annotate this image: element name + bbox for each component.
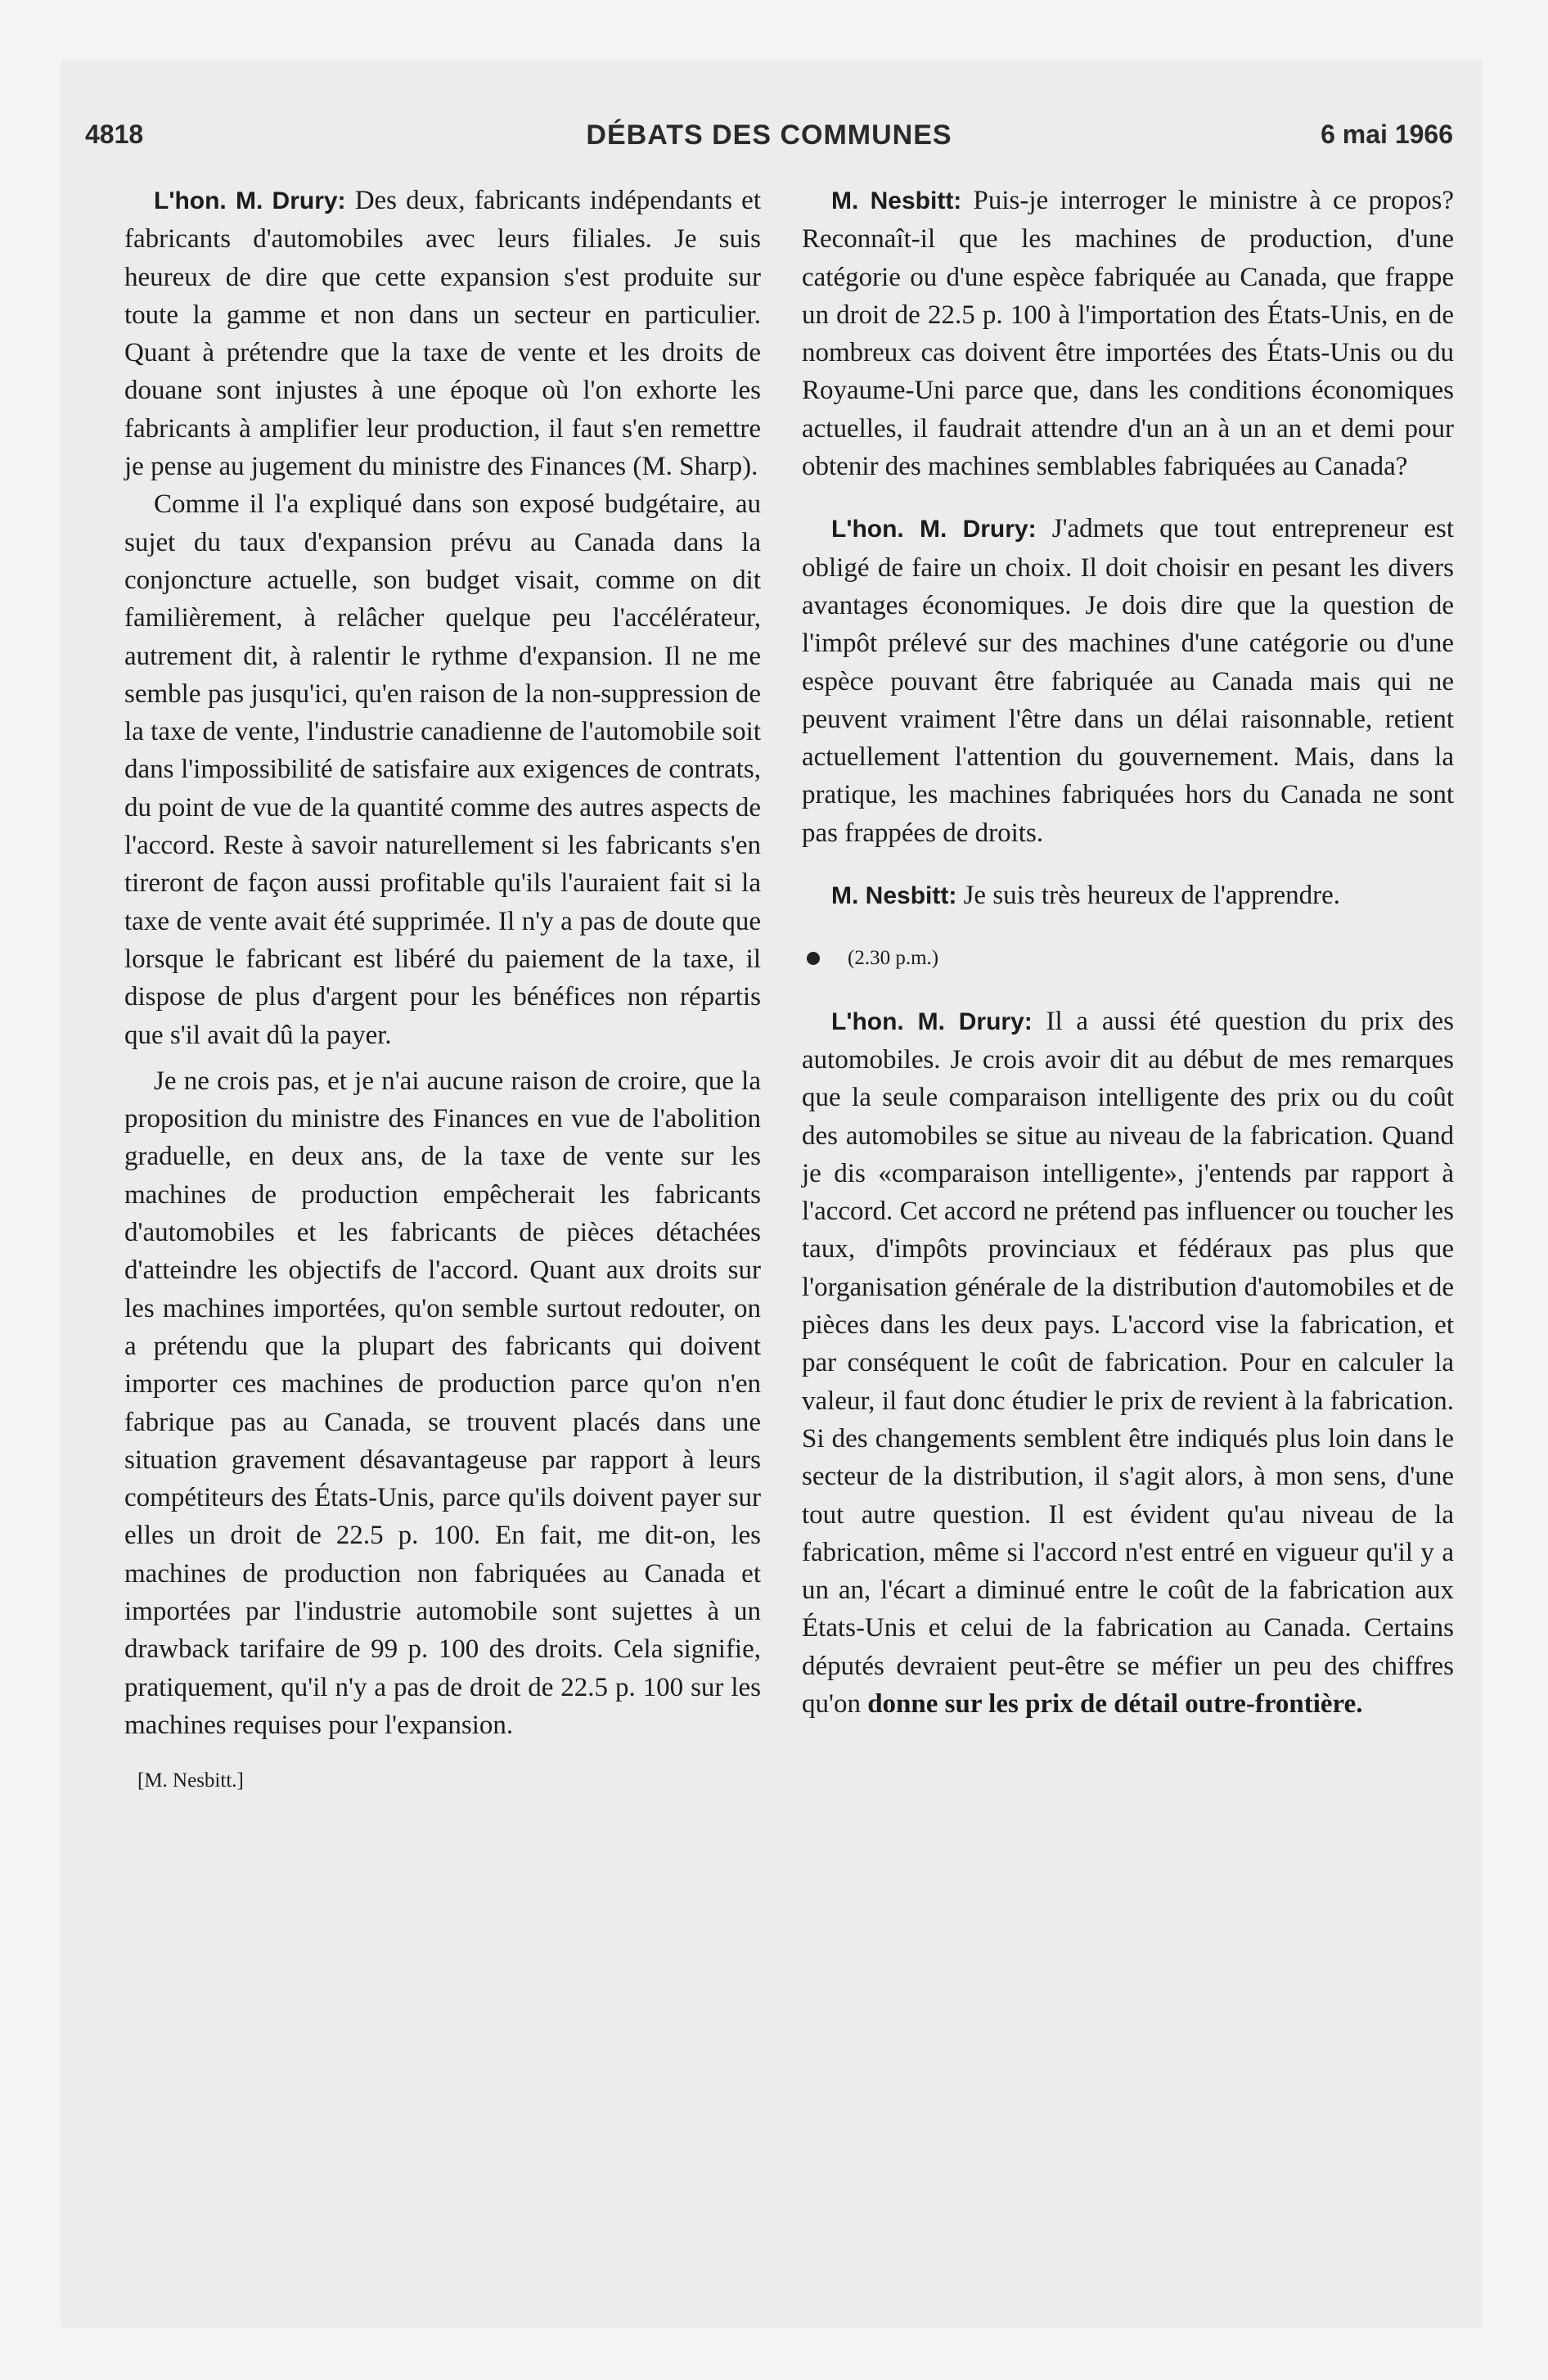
page-header [85,119,1453,159]
speaker-name: M. Nesbitt: [831,187,962,214]
speaker-name: M. Nesbitt: [831,882,957,910]
paragraph-nesbitt-1 [802,182,1454,485]
speaker-name: L'hon. M. Drury: [831,516,1037,543]
paragraph-drury-4 [802,510,1454,852]
bullet-icon [807,952,820,965]
paragraph-text: Je suis très heureux de l'apprendre. [956,881,1341,911]
paragraph-drury-1 [124,182,761,485]
page-number: 4818 [85,119,144,149]
paragraph-text: Des deux, fabricants indépendants et fabricants d'automobiles avec leurs filiales. Je suis heureux de dire que cette expansion s'est produite sur toute la gamme et non dans un secteur en particulier. Quant à prétendre que la taxe de vente et les droits de douane sont injustes à une époque où l'on exhorte les fabricants à amplifier leur production, il faut s'en remettre je pense au jugement du ministre des Finances (M. Sharp). [124,186,761,482]
time-text: (2.30 p.m.) [848,947,939,970]
speaker-signature: [M. Nesbitt.] [137,1769,244,1792]
paragraph-text: Il a aussi été question du prix des automobiles. Je crois avoir dit au début de mes remarques que la seule comparaison intelligente des prix ou du coût des automobiles se situe au niveau de la fabrication. Quand je dis «comparaison intelligente», j'entends par rapport à l'accord. Cet accord ne prétend pas influencer ou toucher les taux, d'impôts provinciaux et fédéraux pas plus que l'organisation générale de la distribution d'automobiles et de pièces dans les deux pays. L'accord vise la fabrication, et par conséquent le coût de fabrication. Pour en calculer la valeur, il faut donc étudier le prix de revient à la fabrication. Si des changements semblent être indiqués plus loin dans le secteur de la distribution, il s'agit alors, à mon sens, d'une tout autre question. Il est évident qu'au niveau de la fabrication, même si l'accord n'est entré en vigueur qu'il y a un an, l'écart a diminué entre le coût de la fabrication aux États-Unis et celui de la fabrication au Canada. Certains députés devraient peut-être se méfier un peu des chiffres qu'on [802,1006,1454,1719]
speaker-name: L'hon. M. Drury: [154,187,346,214]
page-title: DÉBATS DES COMMUNES [586,119,952,151]
paragraph-drury-3: Je ne crois pas, et je n'ai aucune raison de croire, que la proposition du ministre des Finances en vue de l'abolition graduelle, en deux ans, de la taxe de vente sur les machines de production empêcherait les fabricants d'automobiles et les fabricants de pièces détachées d'atteindre les objectifs de l'accord. Quant aux droits sur les machines importées, qu'on semble surtout redouter, on a prétendu que la plupart des fabricants qui doivent importer ces machines de production parce qu'on n'en fabrique pas au Canada, se trouvent placés dans une situation gravement désavantageuse par rapport à leurs compétiteurs des États-Unis, parce qu'ils doivent payer sur elles un droit de 22.5 p. 100. En fait, me dit-on, les machines de production non fabriquées au Canada et importées par l'industrie automobile sont sujettes à un drawback tarifaire de 99 p. 100 des droits. Cela signifie, pratiquement, qu'il n'y a pas de droit de 22.5 p. 100 sur les machines requises pour l'expansion. [124,1066,761,1740]
page-date: 6 mai 1966 [1321,119,1453,149]
right-column [802,182,1454,1723]
paragraph-drury-5 [802,1003,1454,1724]
paragraph-text: J'admets que tout entrepreneur est obligé de faire un choix. Il doit choisir en pesant les divers avantages économiques. Je dois dire que la question de l'impôt prélevé sur des machines d'une catégorie ou d'une espèce pouvant être fabriquée au Canada mais qui ne peuvent vraiment l'être dans un délai raisonnable, retient actuellement l'attention du gouvernement. Mais, dans la pratique, les machines fabriquées hors du Canada ne sont pas frappées de droits. [802,514,1454,848]
time-stamp [802,940,1454,977]
paragraph-bold-tail: donne sur les prix de détail outre-frontière. [867,1688,1363,1719]
paragraph-nesbitt-2 [802,877,1454,915]
paragraph-text: Puis-je interroger le ministre à ce propos? Reconnaît-il que les machines de production, d'une catégorie ou d'une espèce fabriquée au Canada, que frappe un droit de 22.5 p. 100 à l'importation des États-Unis, en de nombreux cas doivent être importées des États-Unis ou du Royaume-Uni parce que, dans les conditions économiques actuelles, il faudrait attendre d'un an à un an et demi pour obtenir des machines semblables fabriquées au Canada? [802,186,1454,482]
speaker-name: L'hon. M. Drury: [831,1007,1033,1035]
left-column [124,182,761,1800]
paragraph-drury-2: Comme il l'a expliqué dans son exposé budgétaire, au sujet du taux d'expansion prévu au Canada dans la conjoncture actuelle, son budget visait, comme on dit familièrement, à relâcher quelque peu l'accélérateur, autrement dit, à ralentir le rythme d'expansion. Il ne me semble pas jusqu'ici, qu'en raison de la non-suppression de la taxe de vente, l'industrie canadienne de l'automobile soit dans l'impossibilité de satisfaire aux exigences de contrats, du point de vue de la quantité comme des autres aspects de l'accord. Reste à savoir naturellement si les fabricants s'en tireront de façon aussi profitable qu'ils l'auraient fait si la taxe de vente avait été supprimée. Il n'y a pas de doute que lorsque le fabricant est libéré du paiement de la taxe, il dispose de plus d'argent pour les bénéfices non répartis que s'il avait dû la payer. [124,489,761,1050]
